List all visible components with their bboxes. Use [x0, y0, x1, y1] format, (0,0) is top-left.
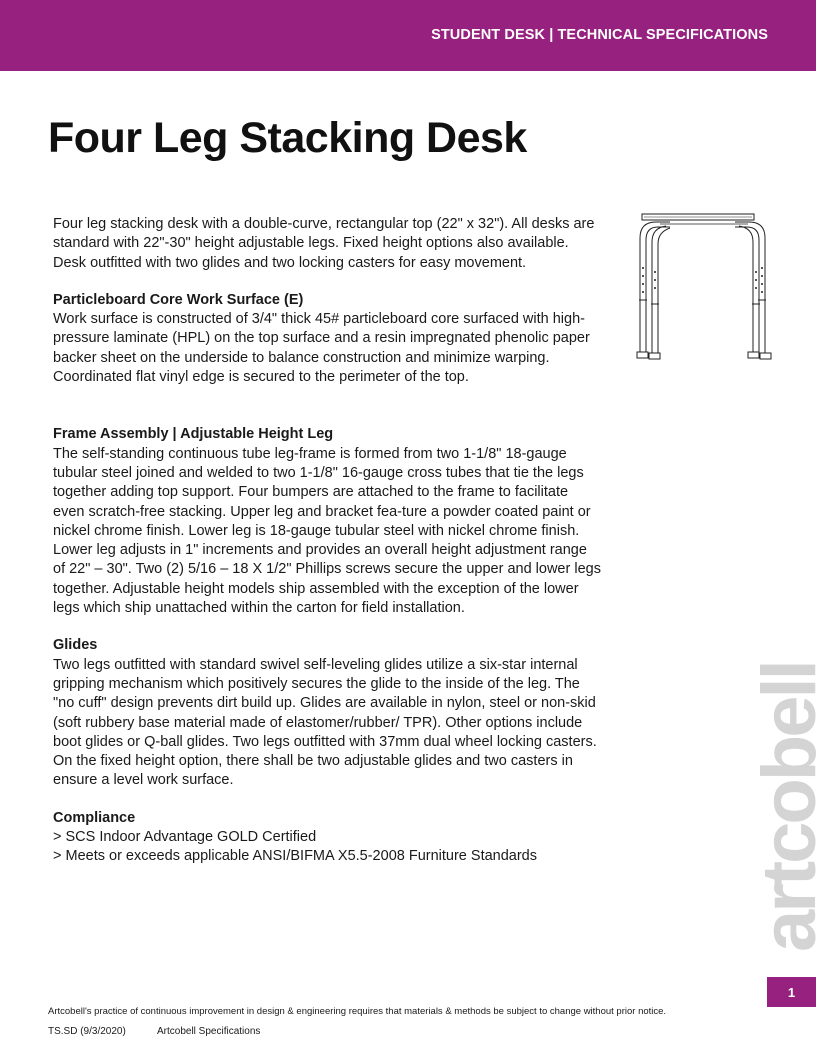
section-heading-compliance: Compliance	[53, 809, 136, 826]
page-title: Four Leg Stacking Desk	[48, 114, 527, 162]
footer-doc-title: Artcobell Specifications	[157, 1026, 261, 1037]
header-bar	[0, 0, 816, 71]
section-heading-work-surface: Particleboard Core Work Surface (E)	[53, 291, 304, 308]
section-heading-glides: Glides	[53, 637, 98, 654]
intro-paragraph: Four leg stacking desk with a double-curve, rectangular top (22" x 32"). All desks are standard with 22"-30" height adjustable legs. Fixed height options also available. Desk outfitted with two glides and two locking casters for easy movement.	[53, 216, 595, 271]
section-body-frame-assembly: The self-standing continuous tube leg-frame is formed from two 1-1/8" 18-gauge tubular steel joined and welded to two 1-1/8" 16-gauge cross tubes that tie the legs together adding top support. Four bumpers are attached to the frame to facilitate even scratch-free stacking. Upper leg and bracket fea-ture a powder coated paint or nickel chrome finish. Lower leg is 18-gauge tubular steel with nickel chrome finish. Lower leg adjusts in 1" increments and provides an overall height adjustment range of 22" – 30". Two (2) 5/16 – 18 X 1/2" Phillips screws secure the upper and lower legs together. Adjustable height models ship assembled with the exception of the lower legs which ship unattached within the carton for field installation.	[53, 445, 601, 617]
footer-doc-id: TS.SD (9/3/2020)	[48, 1026, 126, 1037]
footer-disclaimer: Artcobell's practice of continuous improvement in design & engineering requires that materials & methods be subject to change without prior notice.	[48, 1006, 667, 1017]
compliance-item: > Meets or exceeds applicable ANSI/BIFMA X5.5-2008 Furniture Standards	[53, 848, 537, 865]
compliance-item: > SCS Indoor Advantage GOLD Certified	[53, 829, 317, 846]
section-heading-frame-assembly: Frame Assembly | Adjustable Height Leg	[53, 426, 334, 443]
section-body-work-surface: Work surface is constructed of 3/4" thick 45# particleboard core surfaced with high-pressure laminate (HPL) on the top surface and a resin impregnated phenolic paper backer sheet on the underside to balance construction and minimize warping. Coordinated flat vinyl edge is secured to the perimeter of the top.	[53, 311, 590, 386]
desk-illustration	[630, 210, 775, 365]
page-number: 1	[767, 977, 816, 1007]
header-title: STUDENT DESK | TECHNICAL SPECIFICATIONS	[431, 27, 768, 43]
section-body-glides: Two legs outfitted with standard swivel self-leveling glides utilize a six-star internal gripping mechanism which positively secures the glide to the inside of the leg. The "no cuff" design prevents dirt build up. Glides are available in nylon, steel or non-skid (soft rubbery base material made of elastomer/rubber/ TPR). Other options include boot glides or Q-ball glides. Two legs outfitted with 37mm dual wheel locking casters. On the fixed height option, there shall be two adjustable glides and two casters in ensure a level work surface.	[53, 656, 597, 789]
spec-content	[53, 215, 601, 867]
brand-watermark: artcobell	[747, 662, 832, 952]
